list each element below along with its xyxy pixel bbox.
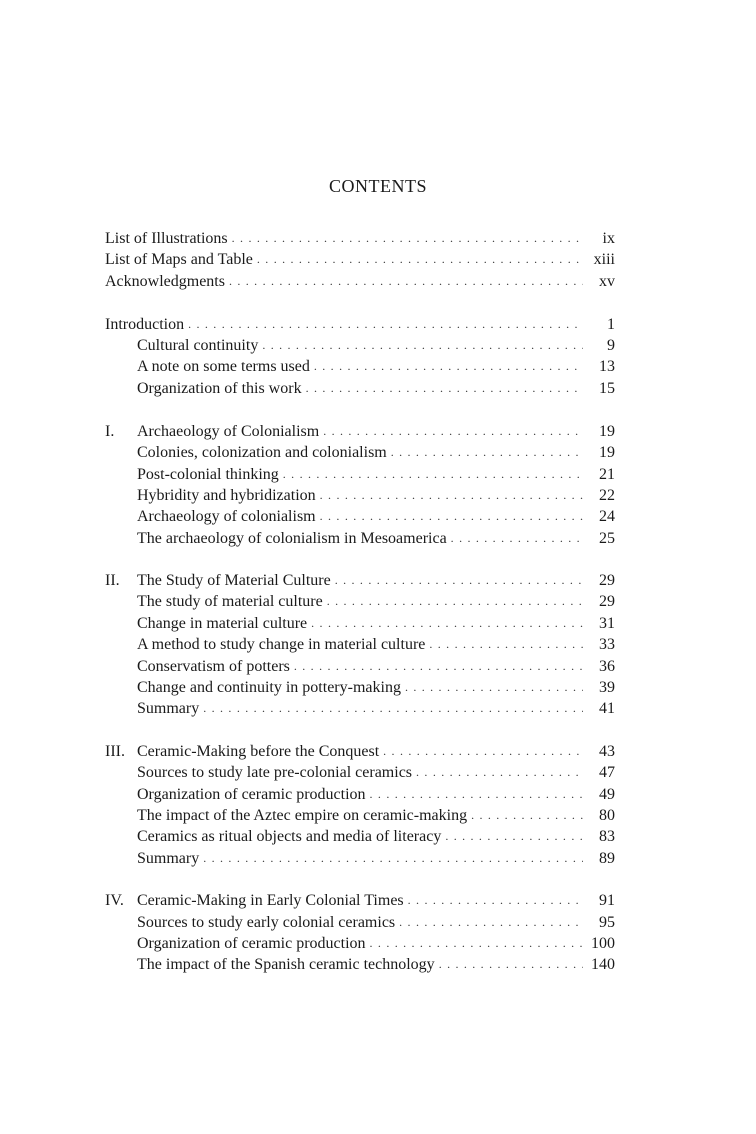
chapter-number: II. — [105, 572, 120, 590]
toc-subentry[interactable] — [105, 784, 615, 805]
toc-subentry[interactable] — [105, 485, 615, 506]
chapter-number: IV. — [105, 892, 124, 910]
toc-entry-page: 100 — [591, 934, 615, 952]
leader-dots — [439, 953, 583, 975]
chapter-number: III. — [105, 742, 125, 760]
toc-entry-title: Conservatism of potters — [137, 657, 290, 675]
leader-dots — [399, 911, 583, 933]
toc-entry-chapter[interactable] — [105, 741, 615, 762]
toc-subentry[interactable] — [105, 933, 615, 954]
toc-entry-page: 33 — [599, 636, 615, 654]
leader-dots — [306, 377, 583, 399]
leader-dots — [408, 889, 583, 911]
toc-entry-page: 29 — [599, 572, 615, 590]
toc-subentry[interactable] — [105, 634, 615, 655]
toc-entry-title: Archaeology of Colonialism — [137, 422, 320, 440]
page-title: CONTENTS — [329, 176, 427, 196]
leader-dots — [232, 227, 583, 249]
leader-dots — [323, 420, 583, 442]
leader-dots — [471, 804, 583, 826]
toc-entry-title: Sources to study early colonial ceramics — [137, 913, 396, 931]
toc-entry-title: List of Maps and Table — [105, 251, 253, 269]
toc-subentry[interactable] — [105, 506, 615, 527]
toc-entry-page: 1 — [607, 315, 615, 333]
toc-subentry[interactable] — [105, 356, 615, 377]
toc-entry-title: Hybridity and hybridization — [137, 486, 316, 504]
toc-entry-title: Colonies, colonization and colonialism — [137, 444, 387, 462]
leader-dots — [314, 355, 583, 377]
leader-dots — [335, 569, 583, 591]
toc-entry-introduction[interactable] — [105, 314, 615, 335]
toc-entry-page: 43 — [599, 742, 615, 760]
toc-entry-title: The study of material culture — [137, 593, 323, 611]
toc-subentry[interactable] — [105, 464, 615, 485]
toc-subentry[interactable] — [105, 848, 615, 869]
toc-entry-title: Ceramic-Making in Early Colonial Times — [137, 892, 404, 910]
toc-entry-title: Organization of this work — [137, 379, 302, 397]
toc-entry-title: The impact of the Aztec empire on ceramic-making — [137, 806, 468, 824]
chapter-4-group — [105, 890, 615, 976]
leader-dots — [203, 697, 583, 719]
leader-dots — [283, 463, 583, 485]
toc-subentry[interactable] — [105, 805, 615, 826]
toc-entry-page: 41 — [599, 700, 615, 718]
toc-entry-page: 19 — [599, 422, 615, 440]
toc-entry-acknowledgments[interactable] — [105, 271, 615, 292]
toc-entry-page: 80 — [599, 806, 615, 824]
leader-dots — [203, 847, 583, 869]
toc-entry-page: 31 — [599, 614, 615, 632]
toc-entry-title: A note on some terms used — [137, 358, 310, 376]
table-of-contents — [105, 228, 615, 997]
leader-dots — [320, 505, 583, 527]
toc-entry-page: 95 — [599, 913, 615, 931]
toc-subentry[interactable] — [105, 442, 615, 463]
toc-entry-title: Acknowledgments — [105, 272, 225, 290]
leader-dots — [405, 676, 583, 698]
leader-dots — [445, 825, 583, 847]
toc-entry-page: 29 — [599, 593, 615, 611]
toc-entry-list-of-maps[interactable] — [105, 249, 615, 270]
toc-subentry[interactable] — [105, 335, 615, 356]
toc-entry-list-of-illustrations[interactable] — [105, 228, 615, 249]
toc-entry-title: Change and continuity in pottery-making — [137, 679, 401, 697]
toc-subentry[interactable] — [105, 613, 615, 634]
introduction-group — [105, 314, 615, 400]
toc-subentry[interactable] — [105, 912, 615, 933]
toc-subentry[interactable] — [105, 528, 615, 549]
chapter-1-group — [105, 421, 615, 549]
toc-subentry[interactable] — [105, 677, 615, 698]
toc-entry-title: Organization of ceramic production — [137, 934, 366, 952]
leader-dots — [429, 633, 583, 655]
toc-subentry[interactable] — [105, 826, 615, 847]
toc-entry-page: 89 — [599, 849, 615, 867]
toc-entry-page: 39 — [599, 679, 615, 697]
toc-entry-page: 36 — [599, 657, 615, 675]
toc-entry-page: 15 — [599, 379, 615, 397]
toc-entry-page: xv — [599, 272, 615, 290]
toc-entry-page: 49 — [599, 785, 615, 803]
toc-entry-title: Organization of ceramic production — [137, 785, 366, 803]
toc-entry-title: Sources to study late pre-colonial ceramics — [137, 764, 413, 782]
toc-entry-page: 140 — [591, 956, 615, 974]
leader-dots — [311, 612, 583, 634]
leader-dots — [320, 484, 583, 506]
leader-dots — [383, 740, 583, 762]
leader-dots — [257, 248, 583, 270]
toc-entry-page: 24 — [599, 508, 615, 526]
toc-entry-chapter[interactable] — [105, 421, 615, 442]
toc-entry-page: 83 — [599, 828, 615, 846]
leader-dots — [391, 441, 583, 463]
toc-entry-page: 91 — [599, 892, 615, 910]
toc-entry-title: Summary — [137, 700, 200, 718]
toc-entry-title: Summary — [137, 849, 200, 867]
leader-dots — [294, 655, 583, 677]
toc-entry-title: The impact of the Spanish ceramic technology — [137, 956, 435, 974]
leader-dots — [327, 590, 583, 612]
toc-entry-page: 13 — [599, 358, 615, 376]
toc-entry-page: ix — [602, 230, 615, 247]
toc-entry-page: 22 — [599, 486, 615, 504]
leader-dots — [262, 334, 583, 356]
leader-dots — [451, 527, 583, 549]
toc-subentry[interactable] — [105, 591, 615, 612]
toc-entry-title: The archaeology of colonialism in Mesoamerica — [137, 529, 447, 547]
toc-entry-title: Ceramics as ritual objects and media of literacy — [137, 828, 442, 846]
chapter-number: I. — [105, 422, 115, 440]
leader-dots — [229, 270, 583, 292]
toc-entry-page: 9 — [607, 337, 615, 355]
leader-dots — [416, 761, 583, 783]
toc-entry-title: Cultural continuity — [137, 337, 259, 355]
toc-subentry[interactable] — [105, 378, 615, 399]
toc-entry-title: Archaeology of colonialism — [137, 508, 316, 526]
leader-dots — [188, 313, 583, 335]
toc-subentry[interactable] — [105, 656, 615, 677]
leader-dots — [370, 783, 583, 805]
toc-entry-title: Ceramic-Making before the Conquest — [137, 742, 380, 760]
leader-dots — [370, 932, 583, 954]
toc-entry-page: 19 — [599, 444, 615, 462]
toc-entry-page: 21 — [599, 465, 615, 483]
toc-entry-page: 25 — [599, 529, 615, 547]
toc-entry-title: Post-colonial thinking — [137, 465, 279, 483]
toc-entry-title: List of Illustrations — [105, 230, 228, 247]
toc-subentry[interactable] — [105, 954, 615, 975]
toc-entry-title: Introduction — [105, 315, 185, 333]
front-matter-group — [105, 228, 615, 292]
toc-entry-chapter[interactable] — [105, 570, 615, 591]
toc-entry-title: The Study of Material Culture — [137, 572, 331, 590]
toc-entry-title: Change in material culture — [137, 614, 308, 632]
toc-entry-chapter[interactable] — [105, 890, 615, 911]
chapter-2-group — [105, 570, 615, 720]
chapter-3-group — [105, 741, 615, 869]
toc-subentry[interactable] — [105, 762, 615, 783]
toc-entry-title: A method to study change in material culture — [137, 636, 426, 654]
toc-entry-page: 47 — [599, 764, 615, 782]
toc-entry-page: xiii — [593, 251, 615, 269]
toc-subentry[interactable] — [105, 698, 615, 719]
